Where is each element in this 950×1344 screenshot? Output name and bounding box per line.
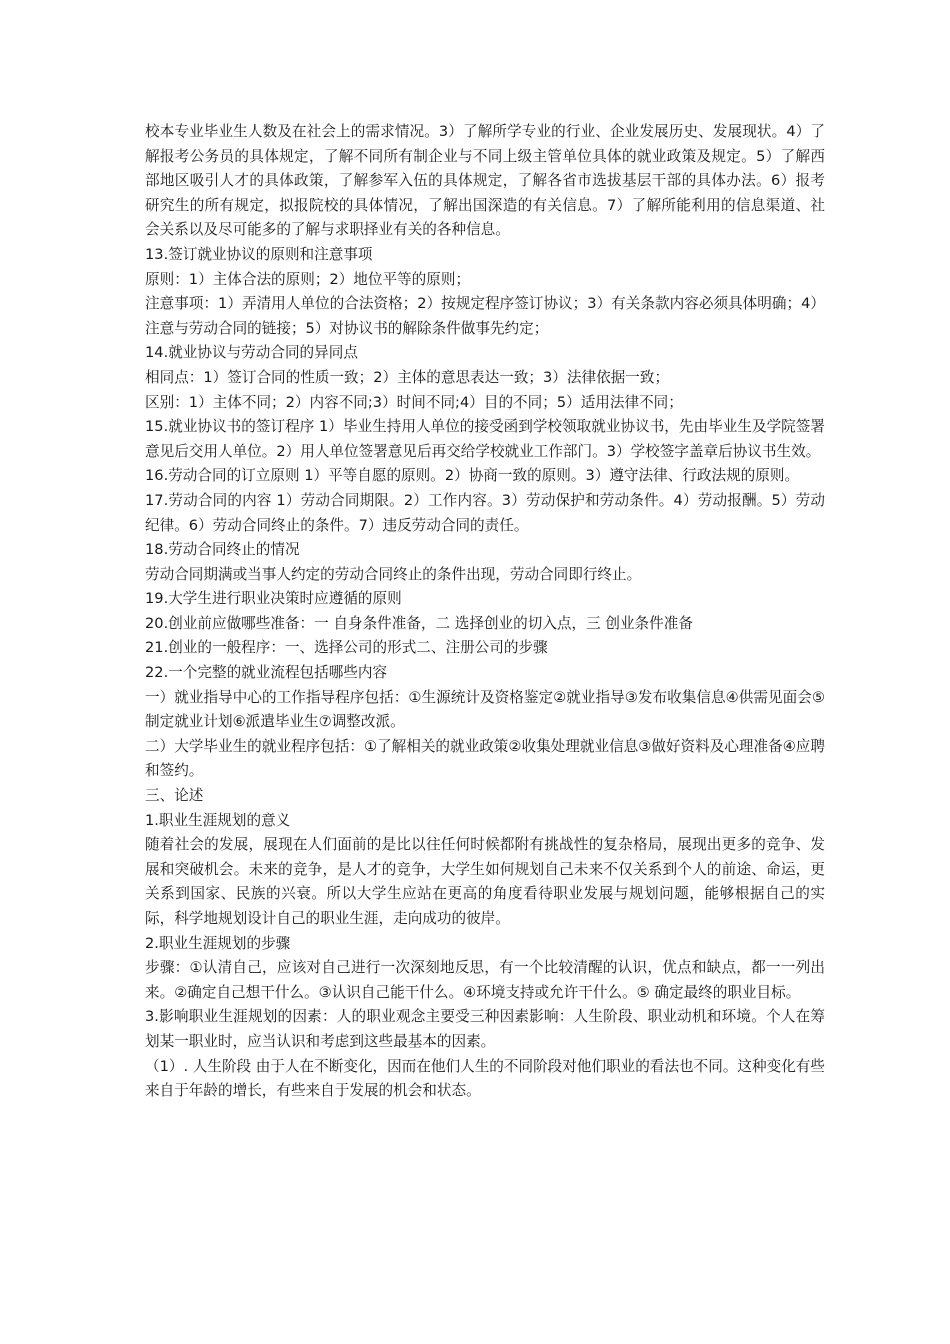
paragraph-discussion-3-1: （1）. 人生阶段 由于人在不断变化，因而在他们人生的不同阶段对他们职业的看法也不同。这种变化有些来自于年龄的增长，有些来自于发展的机会和状态。 — [145, 1057, 825, 1100]
heading-19: 19.大学生进行职业决策时应遵循的原则 — [145, 590, 402, 608]
paragraph-22-center: 一）就业指导中心的工作指导程序包括：①生源统计及资格鉴定②就业指导③发布收集信息④供需见面会⑤制定就业计划⑥派遣毕业生⑦调整改派。 — [145, 688, 825, 731]
paragraph-16: 16.劳动合同的订立原则 1）平等自愿的原则。2）协商一致的原则。3）遵守法律、行政法规的原则。 — [145, 467, 800, 485]
document-body — [145, 120, 825, 1104]
paragraph-discussion-1: 随着社会的发展，展现在人们面前的是比以往任何时候都附有挑战性的复杂格局，展现出更多的竞争、发展和突破机会。未来的竞争，是人才的竞争，大学生如何规划自己未来不仅关系到个人的前途、命运，更关系到国家、民族的兴衰。所以大学生应站在更高的角度看待职业发展与规划问题，能够根据自己的实际，科学地规划设计自己的职业生涯，走向成功的彼岸。 — [145, 836, 825, 927]
heading-14: 14.就业协议与劳动合同的异同点 — [145, 344, 358, 362]
paragraph-13-principles: 原则：1）主体合法的原则；2）地位平等的原则； — [145, 270, 471, 288]
section-heading-discussion: 三、论述 — [145, 787, 204, 805]
paragraph-18: 劳动合同期满或当事人约定的劳动合同终止的条件出现，劳动合同即行终止。 — [145, 565, 642, 583]
heading-discussion-2: 2.职业生涯规划的步骤 — [145, 934, 291, 952]
paragraph-discussion-3: 3.影响职业生涯规划的因素：人的职业观念主要受三种因素影响：人生阶段、职业动机和环境。个人在筹划某一职业时，应当认识和考虑到这些最基本的因素。 — [145, 1008, 825, 1050]
heading-discussion-1: 1.职业生涯规划的意义 — [145, 811, 291, 829]
heading-13: 13.签订就业协议的原则和注意事项 — [145, 245, 373, 263]
heading-18: 18.劳动合同终止的情况 — [145, 541, 300, 559]
paragraph-14-similarities: 相同点：1）签订合同的性质一致；2）主体的意思表达一致；3）法律依据一致； — [145, 368, 670, 386]
paragraph-info-requirements: 校本专业毕业生人数及在社会上的需求情况。3）了解所学专业的行业、企业发展历史、发展现状。4）了解报考公务员的具体规定，了解不同所有制企业与不同上级主管单位具体的就业政策及规定。5）了解西部地区吸引人才的具体政策，了解参军入伍的具体规定，了解各省市选拔基层干部的具体办法。6）报考研究生的所有规定，拟报院校的具体情况，了解出国深造的有关信息。7）了解所能利用的信息渠道、社会关系以及尽可能多的了解与求职择业有关的各种信息。 — [145, 123, 825, 239]
paragraph-17: 17.劳动合同的内容 1）劳动合同期限。2）工作内容。3）劳动保护和劳动条件。4）劳动报酬。5）劳动纪律。6）劳动合同终止的条件。7）违反劳动合同的责任。 — [145, 491, 825, 534]
heading-22: 22.一个完整的就业流程包括哪些内容 — [145, 664, 388, 682]
paragraph-13-notes: 注意事项：1）弄清用人单位的合法资格；2）按规定程序签订协议；3）有关条款内容必须具体明确；4）注意与劳动合同的链接；5）对协议书的解除条件做事先约定； — [145, 295, 825, 337]
paragraph-21: 21.创业的一般程序：一、选择公司的形式二、注册公司的步骤 — [145, 639, 548, 657]
paragraph-14-differences: 区别：1）主体不同；2）内容不同;3）时间不同;4）目的不同；5）适用法律不同； — [145, 393, 683, 411]
paragraph-20: 20.创业前应做哪些准备：一 自身条件准备，二 选择创业的切入点，三 创业条件准备 — [145, 614, 693, 632]
paragraph-discussion-2: 步骤：①认清自己，应该对自己进行一次深刻地反思，有一个比较清醒的认识，优点和缺点，都一一列出来。②确定自己想干什么。③认识自己能干什么。④环境支持或允许干什么。⑤ 确定最终的职业目标。 — [145, 959, 825, 1001]
paragraph-22-graduates: 二）大学毕业生的就业程序包括：①了解相关的就业政策②收集处理就业信息③做好资料及心理准备④应聘和签约。 — [145, 737, 825, 780]
paragraph-15: 15.就业协议书的签订程序 1）毕业生持用人单位的接受函到学校领取就业协议书，先由毕业生及学院签署意见后交用人单位。2）用人单位签署意见后再交给学校就业工作部门。3）学校签字盖章后协议书生效。 — [145, 418, 825, 460]
